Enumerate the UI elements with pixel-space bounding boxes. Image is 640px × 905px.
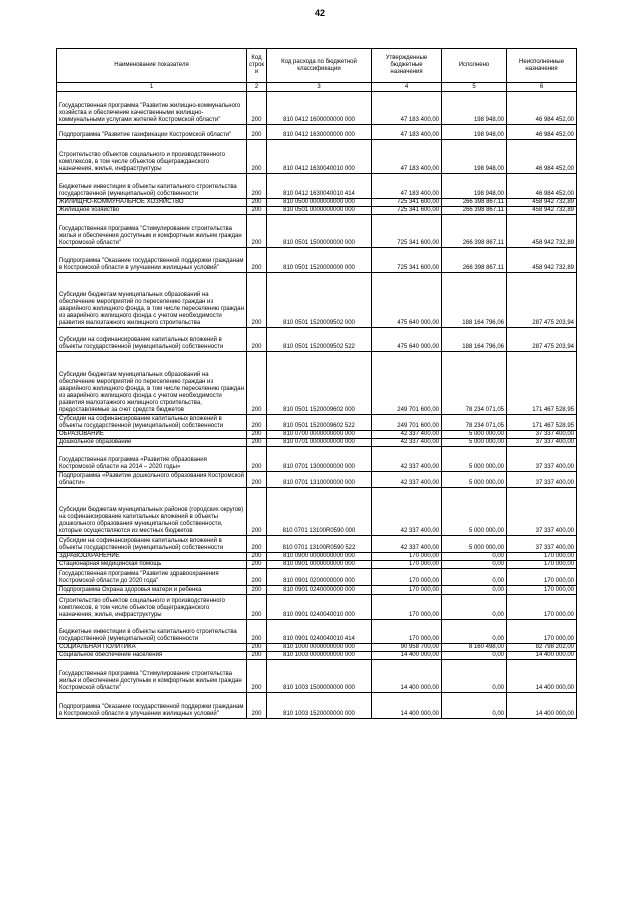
row-name: Государственная программа "Развитие здравоохранения Костромской области до 2020 года" bbox=[57, 569, 247, 586]
row-unexecuted: 458 942 732,89 bbox=[507, 207, 577, 215]
row-name: ЖИЛИЩНО-КОММУНАЛЬНОЕ ХОЗЯЙСТВО bbox=[57, 199, 247, 207]
row-budget-code: 810 0501 1520009502 000 bbox=[267, 273, 372, 328]
row-unexecuted: 37 337 400,00 bbox=[507, 439, 577, 447]
row-unexecuted: 170 000,00 bbox=[507, 553, 577, 561]
row-line-code: 200 bbox=[247, 561, 267, 569]
row-budget-code: 810 0701 13100R0590 522 bbox=[267, 536, 372, 553]
row-budget-code: 810 0412 1630000000 000 bbox=[267, 125, 372, 140]
row-unexecuted: 14 400 000,00 bbox=[507, 652, 577, 660]
row-unexecuted: 37 337 400,00 bbox=[507, 431, 577, 439]
row-approved: 249 701 600,00 bbox=[372, 415, 442, 431]
row-executed: 266 398 867,11 bbox=[442, 199, 507, 207]
row-approved: 47 183 400,00 bbox=[372, 174, 442, 199]
row-line-code: 200 bbox=[247, 215, 267, 248]
table-row bbox=[57, 586, 577, 595]
row-executed: 5 000 000,00 bbox=[442, 439, 507, 447]
row-executed: 0,00 bbox=[442, 569, 507, 586]
row-executed: 188 164 796,06 bbox=[442, 328, 507, 352]
row-unexecuted: 287 475 203,94 bbox=[507, 273, 577, 328]
row-budget-code: 810 0701 0000000000 000 bbox=[267, 439, 372, 447]
row-executed: 0,00 bbox=[442, 595, 507, 620]
row-name: Субсидии на софинансирование капитальных вложений в объекты государственной (муниципальной) собственности bbox=[57, 328, 247, 352]
table-row bbox=[57, 415, 577, 431]
row-name: Подпрограмма "Оказание государственной поддержки гражданам в Костромской области в улучшении жилищных условий" bbox=[57, 248, 247, 273]
row-unexecuted: 287 475 203,94 bbox=[507, 328, 577, 352]
row-executed: 8 160 498,00 bbox=[442, 644, 507, 652]
row-budget-code: 810 0501 0000000000 000 bbox=[267, 207, 372, 215]
row-line-code: 200 bbox=[247, 431, 267, 439]
row-budget-code: 810 0501 1520009602 522 bbox=[267, 415, 372, 431]
row-budget-code: 810 0500 0000000000 000 bbox=[267, 199, 372, 207]
row-name: Субсидии бюджетам муниципальных образований на обеспечение мероприятий по переселению граждан из аварийного жилищного фонда, в том числе переселению граждан из аварийного жилищного фонда с учетом необходимости развития малоэтажного жилищного строительства, предоставляемые за счет средств бюджетов bbox=[57, 352, 247, 415]
row-line-code: 200 bbox=[247, 439, 267, 447]
row-approved: 170 000,00 bbox=[372, 553, 442, 561]
row-line-code: 200 bbox=[247, 174, 267, 199]
row-name: ОБРАЗОВАНИЕ bbox=[57, 431, 247, 439]
row-unexecuted: 82 798 202,00 bbox=[507, 644, 577, 652]
row-approved: 42 337 400,00 bbox=[372, 536, 442, 553]
table-row bbox=[57, 352, 577, 415]
row-approved: 42 337 400,00 bbox=[372, 431, 442, 439]
row-unexecuted: 170 000,00 bbox=[507, 595, 577, 620]
row-name: Подпрограмма "Развитие газификации Костромской области" bbox=[57, 125, 247, 140]
row-unexecuted: 171 467 528,95 bbox=[507, 415, 577, 431]
row-line-code: 200 bbox=[247, 140, 267, 174]
row-executed: 0,00 bbox=[442, 561, 507, 569]
row-executed: 5 000 000,00 bbox=[442, 488, 507, 536]
row-unexecuted: 170 000,00 bbox=[507, 586, 577, 595]
row-unexecuted: 458 942 732,89 bbox=[507, 248, 577, 273]
table-row bbox=[57, 447, 577, 472]
row-executed: 78 234 071,05 bbox=[442, 415, 507, 431]
row-line-code: 200 bbox=[247, 199, 267, 207]
row-unexecuted: 458 942 732,89 bbox=[507, 215, 577, 248]
row-approved: 725 341 600,00 bbox=[372, 199, 442, 207]
row-budget-code: 810 0412 1630040010 000 bbox=[267, 140, 372, 174]
table-row bbox=[57, 207, 577, 215]
row-executed: 266 398 867,11 bbox=[442, 207, 507, 215]
row-unexecuted: 170 000,00 bbox=[507, 561, 577, 569]
row-approved: 725 341 600,00 bbox=[372, 207, 442, 215]
page-number: 42 bbox=[314, 8, 325, 18]
table-row bbox=[57, 569, 577, 586]
table-row bbox=[57, 536, 577, 553]
table-row bbox=[57, 92, 577, 125]
row-approved: 725 341 600,00 bbox=[372, 215, 442, 248]
row-executed: 78 234 071,05 bbox=[442, 352, 507, 415]
table-row bbox=[57, 644, 577, 652]
row-name: Субсидии бюджетам муниципальных образований на обеспечение мероприятий по переселению граждан из аварийного жилищного фонда, в том числе переселению граждан из аварийного жилищного фонда с учетом необходимости развития малоэтажного жилищного строительства bbox=[57, 273, 247, 328]
row-budget-code: 810 0501 1520000000 000 bbox=[267, 248, 372, 273]
row-unexecuted: 171 467 528,95 bbox=[507, 352, 577, 415]
row-executed: 0,00 bbox=[442, 660, 507, 693]
row-approved: 90 958 700,00 bbox=[372, 644, 442, 652]
row-line-code: 200 bbox=[247, 488, 267, 536]
row-line-code: 200 bbox=[247, 125, 267, 140]
table-row bbox=[57, 660, 577, 693]
row-approved: 249 701 600,00 bbox=[372, 352, 442, 415]
row-name: Социальное обеспечение населения bbox=[57, 652, 247, 660]
budget-execution-table bbox=[56, 48, 577, 719]
row-budget-code: 810 0900 0000000000 000 bbox=[267, 553, 372, 561]
row-line-code: 200 bbox=[247, 273, 267, 328]
row-budget-code: 810 0700 0000000000 000 bbox=[267, 431, 372, 439]
row-name: Субсидии на софинансирование капитальных вложений в объекты государственной (муниципальной) собственности bbox=[57, 415, 247, 431]
table-row bbox=[57, 488, 577, 536]
row-executed: 0,00 bbox=[442, 620, 507, 644]
row-approved: 14 400 000,00 bbox=[372, 693, 442, 719]
table-row bbox=[57, 553, 577, 561]
table-row bbox=[57, 431, 577, 439]
row-approved: 170 000,00 bbox=[372, 595, 442, 620]
row-executed: 198 948,00 bbox=[442, 140, 507, 174]
row-approved: 170 000,00 bbox=[372, 561, 442, 569]
row-name: Дошкольное образование bbox=[57, 439, 247, 447]
column-number-row bbox=[57, 83, 577, 92]
row-line-code: 200 bbox=[247, 553, 267, 561]
row-budget-code: 810 0901 0240040010 414 bbox=[267, 620, 372, 644]
row-name: Строительство объектов социального и производственного комплексов, в том числе объектов общегражданского назначения, жилья, инфраструктуры bbox=[57, 595, 247, 620]
row-line-code: 200 bbox=[247, 620, 267, 644]
row-unexecuted: 170 000,00 bbox=[507, 620, 577, 644]
row-name: Стационарная медицинская помощь bbox=[57, 561, 247, 569]
row-approved: 47 183 400,00 bbox=[372, 92, 442, 125]
row-line-code: 200 bbox=[247, 328, 267, 352]
row-line-code: 200 bbox=[247, 536, 267, 553]
header-line-code: Код строк и bbox=[247, 49, 267, 83]
row-unexecuted: 170 000,00 bbox=[507, 569, 577, 586]
row-unexecuted: 14 400 000,00 bbox=[507, 660, 577, 693]
row-line-code: 200 bbox=[247, 586, 267, 595]
row-budget-code: 810 0412 1630040010 414 bbox=[267, 174, 372, 199]
row-executed: 5 000 000,00 bbox=[442, 431, 507, 439]
row-unexecuted: 37 337 400,00 bbox=[507, 472, 577, 488]
table-row bbox=[57, 248, 577, 273]
table-row bbox=[57, 174, 577, 199]
column-number: 4 bbox=[372, 83, 442, 92]
table-header-row bbox=[57, 49, 577, 83]
row-name: Строительство объектов социального и производственного комплексов, в том числе объектов общегражданского назначения, жилья, инфраструктуры bbox=[57, 140, 247, 174]
table-row bbox=[57, 472, 577, 488]
row-executed: 266 398 867,11 bbox=[442, 215, 507, 248]
row-budget-code: 810 0501 1520009602 000 bbox=[267, 352, 372, 415]
row-executed: 188 164 796,06 bbox=[442, 273, 507, 328]
table-row bbox=[57, 561, 577, 569]
row-name: Субсидии на софинансирование капитальных вложений в объекты государственной (муниципальной) собственности bbox=[57, 536, 247, 553]
row-name: ЗДРАВООХРАНЕНИЕ bbox=[57, 553, 247, 561]
row-name: Бюджетные инвестиции в объекты капитального строительства государственной (муниципальной) собственности bbox=[57, 620, 247, 644]
column-number: 3 bbox=[267, 83, 372, 92]
row-line-code: 200 bbox=[247, 352, 267, 415]
row-approved: 14 400 000,00 bbox=[372, 660, 442, 693]
row-budget-code: 810 0501 1500000000 000 bbox=[267, 215, 372, 248]
row-line-code: 200 bbox=[247, 644, 267, 652]
row-name: Жилищное хозяйство bbox=[57, 207, 247, 215]
row-line-code: 200 bbox=[247, 447, 267, 472]
row-approved: 170 000,00 bbox=[372, 586, 442, 595]
row-executed: 198 948,00 bbox=[442, 125, 507, 140]
table-row bbox=[57, 328, 577, 352]
row-name: Субсидии бюджетам муниципальных районов (городских округов) на софинансирование капитальных вложений в объекты дошкольного образования муниципальной собственности, которые осуществляются из местных бюджетов bbox=[57, 488, 247, 536]
table-row bbox=[57, 595, 577, 620]
header-executed: Исполнено bbox=[442, 49, 507, 83]
table-row bbox=[57, 125, 577, 140]
row-line-code: 200 bbox=[247, 92, 267, 125]
header-unexecuted: Неисполненные назначения bbox=[507, 49, 577, 83]
row-executed: 5 000 000,00 bbox=[442, 447, 507, 472]
row-line-code: 200 bbox=[247, 660, 267, 693]
table-row bbox=[57, 652, 577, 660]
row-name: СОЦИАЛЬНАЯ ПОЛИТИКА bbox=[57, 644, 247, 652]
row-unexecuted: 46 984 452,00 bbox=[507, 140, 577, 174]
row-name: Государственная программа "Стимулирование строительства жилья и обеспечения доступным и комфортным жильем граждан Костромской области" bbox=[57, 215, 247, 248]
row-approved: 475 640 000,00 bbox=[372, 328, 442, 352]
row-executed: 5 000 000,00 bbox=[442, 472, 507, 488]
column-number: 6 bbox=[507, 83, 577, 92]
header-budget-code: Код расхода по бюджетной классификации bbox=[267, 49, 372, 83]
row-approved: 42 337 400,00 bbox=[372, 447, 442, 472]
row-line-code: 200 bbox=[247, 207, 267, 215]
row-name: Подпрограмма "Оказание государственной поддержки гражданам в Костромской области в улучшении жилищных условий" bbox=[57, 693, 247, 719]
row-executed: 198 948,00 bbox=[442, 92, 507, 125]
row-line-code: 200 bbox=[247, 248, 267, 273]
column-number: 2 bbox=[247, 83, 267, 92]
row-budget-code: 810 0901 0000000000 000 bbox=[267, 561, 372, 569]
row-approved: 170 000,00 bbox=[372, 620, 442, 644]
row-budget-code: 810 0901 0200000000 000 bbox=[267, 569, 372, 586]
row-budget-code: 810 1003 0000000000 000 bbox=[267, 652, 372, 660]
row-unexecuted: 37 337 400,00 bbox=[507, 488, 577, 536]
row-unexecuted: 46 984 452,00 bbox=[507, 92, 577, 125]
row-budget-code: 810 0701 1300000000 000 bbox=[267, 447, 372, 472]
row-budget-code: 810 0501 1520009502 522 bbox=[267, 328, 372, 352]
row-budget-code: 810 1000 0000000000 000 bbox=[267, 644, 372, 652]
row-approved: 42 337 400,00 bbox=[372, 472, 442, 488]
row-line-code: 200 bbox=[247, 415, 267, 431]
row-line-code: 200 bbox=[247, 569, 267, 586]
row-name: Государственная программа "Стимулирование строительства жилья и обеспечения доступным и комфортным жильем граждан Костромской области" bbox=[57, 660, 247, 693]
row-approved: 47 183 400,00 bbox=[372, 140, 442, 174]
row-budget-code: 810 0701 1310000000 000 bbox=[267, 472, 372, 488]
row-executed: 266 398 867,11 bbox=[442, 248, 507, 273]
row-approved: 475 640 000,00 bbox=[372, 273, 442, 328]
column-number: 1 bbox=[57, 83, 247, 92]
row-name: Государственная программа "Развитие жилищно-коммунального хозяйства и обеспечение качественными жилищно-коммунальными услугами жителей Костромской области" bbox=[57, 92, 247, 125]
row-budget-code: 810 1003 1500000000 000 bbox=[267, 660, 372, 693]
row-approved: 42 337 400,00 bbox=[372, 439, 442, 447]
column-number: 5 bbox=[442, 83, 507, 92]
row-executed: 5 000 000,00 bbox=[442, 536, 507, 553]
row-name: Подпрограмма Охрана здоровья матери и ребенка bbox=[57, 586, 247, 595]
table-row bbox=[57, 140, 577, 174]
row-budget-code: 810 0701 13100R0590 000 bbox=[267, 488, 372, 536]
row-executed: 198 948,00 bbox=[442, 174, 507, 199]
row-line-code: 200 bbox=[247, 693, 267, 719]
row-name: Бюджетные инвестиции в объекты капитального строительства государственной (муниципальной) собственности bbox=[57, 174, 247, 199]
header-approved: Утвержденные бюджетные назначения bbox=[372, 49, 442, 83]
row-unexecuted: 46 984 452,00 bbox=[507, 125, 577, 140]
table-row bbox=[57, 215, 577, 248]
row-budget-code: 810 0412 1600000000 000 bbox=[267, 92, 372, 125]
row-approved: 42 337 400,00 bbox=[372, 488, 442, 536]
row-approved: 725 341 600,00 bbox=[372, 248, 442, 273]
table-row bbox=[57, 693, 577, 719]
row-budget-code: 810 1003 1520000000 000 bbox=[267, 693, 372, 719]
row-line-code: 200 bbox=[247, 652, 267, 660]
table-row bbox=[57, 199, 577, 207]
row-executed: 0,00 bbox=[442, 652, 507, 660]
row-executed: 0,00 bbox=[442, 693, 507, 719]
row-unexecuted: 37 337 400,00 bbox=[507, 447, 577, 472]
row-line-code: 200 bbox=[247, 595, 267, 620]
table-row bbox=[57, 439, 577, 447]
row-line-code: 200 bbox=[247, 472, 267, 488]
header-name: Наименование показателя bbox=[57, 49, 247, 83]
row-approved: 170 000,00 bbox=[372, 569, 442, 586]
table-row bbox=[57, 273, 577, 328]
row-name: Подпрограмма «Развитие дошкольного образования Костромской области» bbox=[57, 472, 247, 488]
row-unexecuted: 458 942 732,89 bbox=[507, 199, 577, 207]
row-approved: 14 400 000,00 bbox=[372, 652, 442, 660]
row-budget-code: 810 0901 0240040010 000 bbox=[267, 595, 372, 620]
row-unexecuted: 37 337 400,00 bbox=[507, 536, 577, 553]
row-unexecuted: 46 984 452,00 bbox=[507, 174, 577, 199]
row-executed: 0,00 bbox=[442, 553, 507, 561]
row-budget-code: 810 0901 0240000000 000 bbox=[267, 586, 372, 595]
row-approved: 47 183 400,00 bbox=[372, 125, 442, 140]
row-unexecuted: 14 400 000,00 bbox=[507, 693, 577, 719]
row-name: Государственная программа «Развитие образования Костромской области на 2014 – 2020 годы» bbox=[57, 447, 247, 472]
table-row bbox=[57, 620, 577, 644]
row-executed: 0,00 bbox=[442, 586, 507, 595]
